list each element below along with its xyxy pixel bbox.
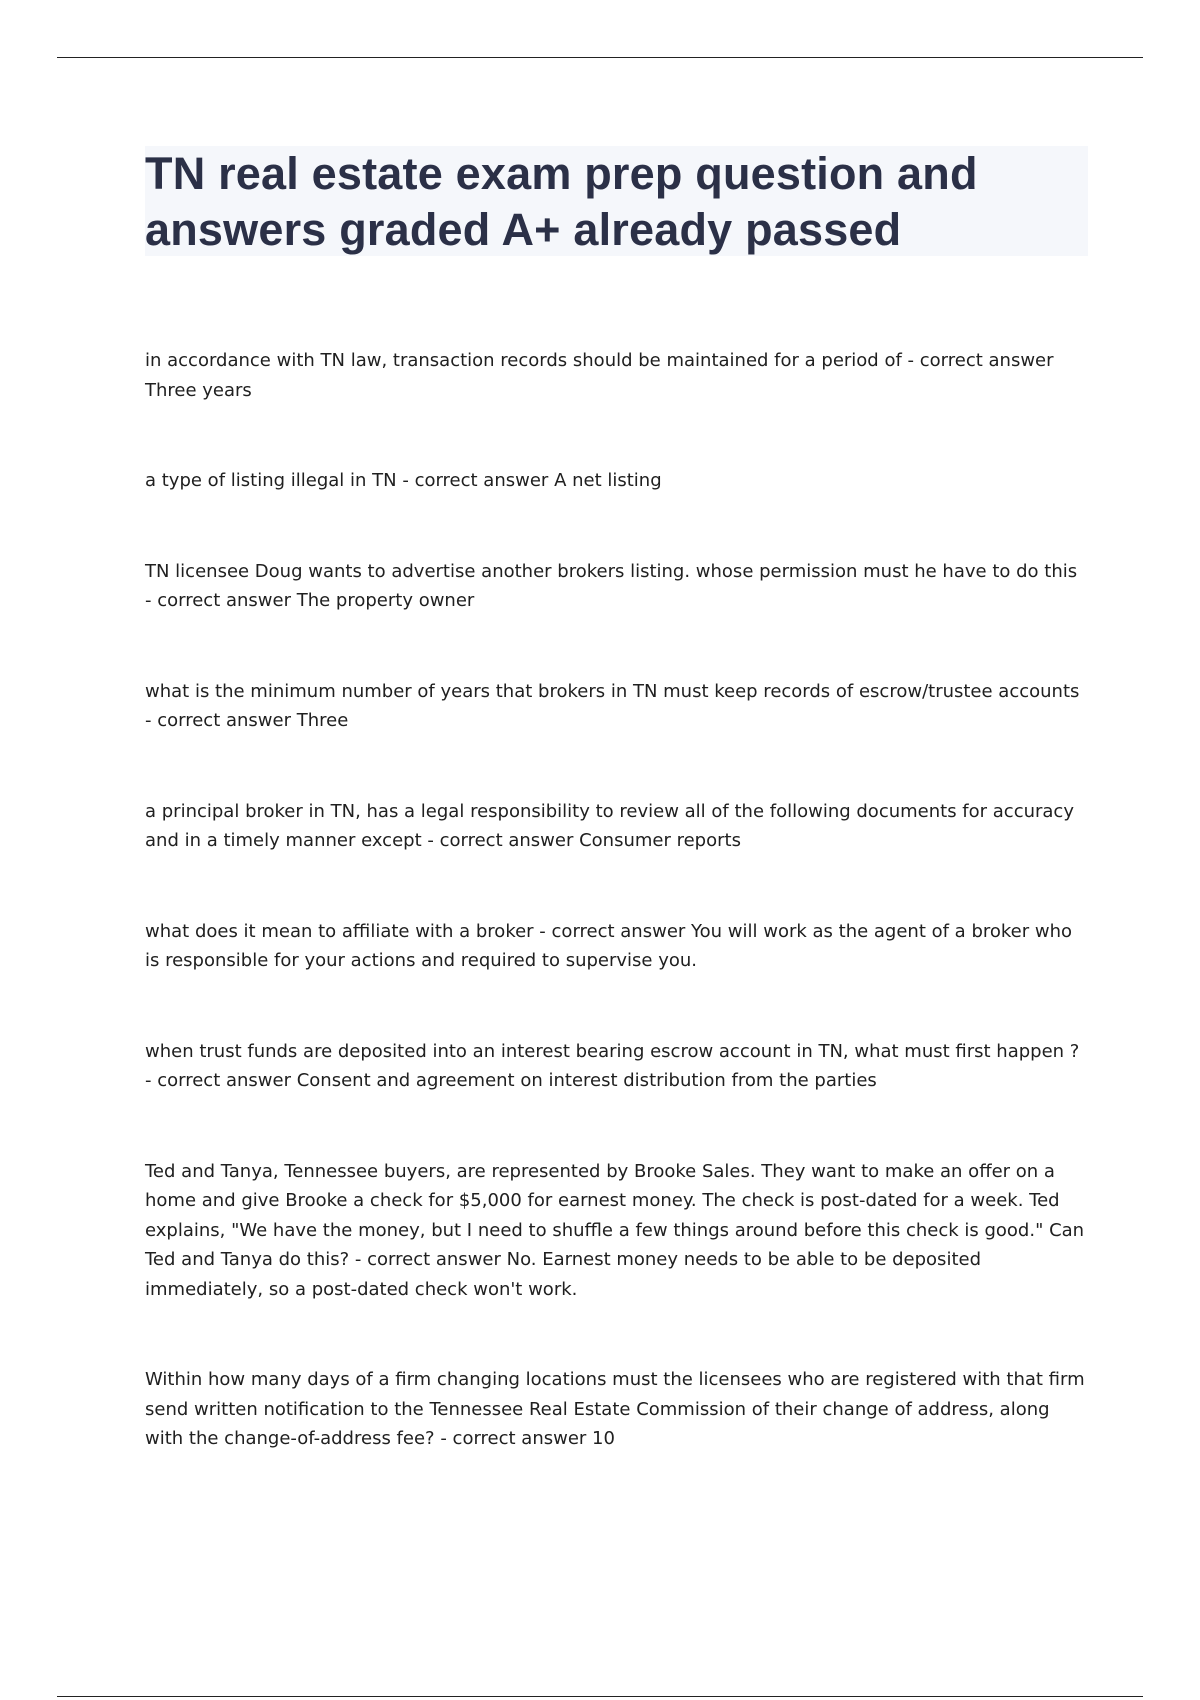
answer-label: correct answer (157, 710, 291, 731)
answer-label: correct answer (452, 1428, 587, 1449)
separator: - (396, 470, 415, 491)
question-text: when trust funds are deposited into an interest bearing escrow account in TN, what must first happen ? (145, 1040, 1080, 1062)
answer-text: Consumer reports (579, 830, 741, 851)
document-title: TN real estate exam prep question and answers graded A+ already passed (145, 148, 978, 255)
question-text: what is the minimum number of years that brokers in TN must keep records of escrow/trustee accounts (145, 680, 1080, 702)
qa-item (145, 677, 1085, 736)
answer-text: The property owner (296, 590, 475, 611)
qa-item (145, 797, 1085, 856)
qa-item (145, 1157, 1085, 1305)
qa-item (145, 917, 1085, 976)
top-rule (57, 57, 1143, 58)
question-text: in accordance with TN law, transaction records should be maintained for a period of (145, 350, 902, 371)
qa-item (145, 557, 1085, 616)
answer-text: No. Earnest money needs to be able to be deposited immediately, so a post-dated check won't work. (145, 1249, 981, 1300)
separator: - (421, 830, 440, 851)
answer-label: correct answer (414, 470, 549, 491)
qa-list (145, 346, 1085, 1515)
separator: - (533, 920, 552, 942)
separator: - (145, 1070, 158, 1091)
answer-label: correct answer (439, 830, 574, 851)
question-text: a principal broker in TN, has a legal responsibility to review all of the following documents for accuracy and in a timely manner except (145, 800, 1074, 851)
title-banner (145, 146, 1088, 256)
qa-item (145, 1365, 1085, 1454)
answer-label: correct answer (919, 350, 1054, 371)
qa-item (145, 1037, 1085, 1096)
answer-text: 10 (592, 1428, 615, 1449)
answer-text: Three years (145, 379, 252, 401)
bottom-rule (57, 1696, 1143, 1697)
answer-label: correct answer (367, 1249, 501, 1270)
separator: - (145, 710, 158, 731)
separator: - (434, 1428, 453, 1449)
answer-label: correct answer (157, 590, 291, 611)
qa-item (145, 466, 1085, 496)
question-text: a type of listing illegal in TN (145, 470, 397, 491)
separator: - (349, 1249, 368, 1270)
answer-label: correct answer (551, 920, 686, 942)
answer-text: A net listing (554, 470, 662, 491)
separator: - (901, 350, 920, 371)
answer-text: You will work as the agent of a broker who is responsible for your actions and required to supervise you. (145, 920, 1073, 971)
qa-item (145, 346, 1085, 405)
question-text: Within how many days of a firm changing locations must the licensees who are registered with that firm send written notification to the Tennessee Real Estate Commission of their change of address, along with the change-of-address fee? (145, 1369, 1085, 1449)
question-text: TN licensee Doug wants to advertise another brokers listing. whose permission must he have to do this (145, 560, 1078, 582)
answer-text: Three (296, 710, 349, 731)
question-text: what does it mean to affiliate with a broker (145, 920, 534, 942)
separator: - (145, 590, 158, 611)
question-text: Ted and Tanya, Tennessee buyers, are represented by Brooke Sales. They want to make an offer on a home and give Brooke a check for $5,000 for earnest money. The check is post-dated for a week. Ted explains, "We have the money, but I need to shuffle a few things around before this check is good." Can Ted and Tanya do this? (145, 1160, 1085, 1270)
answer-label: correct answer (157, 1070, 291, 1091)
answer-text: Consent and agreement on interest distribution from the parties (296, 1070, 877, 1091)
